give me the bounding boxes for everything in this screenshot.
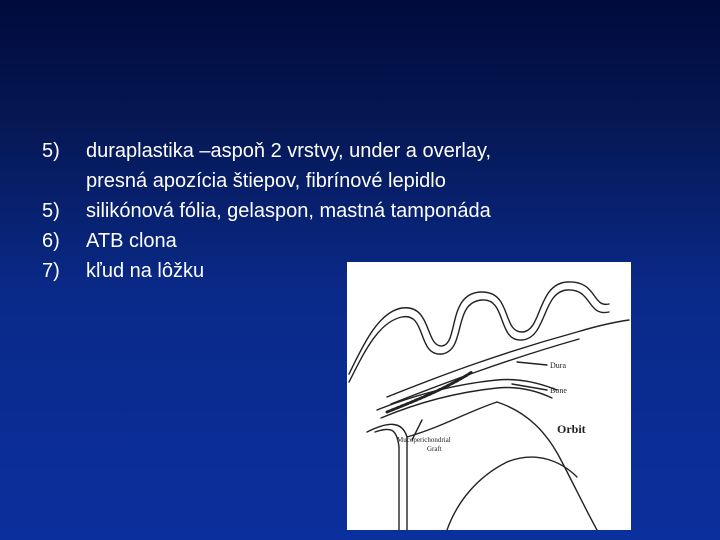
list-text: kľud na lôžku xyxy=(86,260,205,282)
list-number: 7) xyxy=(42,260,60,282)
dura-label: Dura xyxy=(550,361,566,370)
list-text: duraplastika –aspoň 2 vrstvy, under a overlay, xyxy=(86,140,492,162)
list-number xyxy=(42,166,86,196)
list-text: presná apozícia štiepov, fibrínové lepidlo xyxy=(86,170,446,192)
list-item xyxy=(42,226,642,256)
list-text: ATB clona xyxy=(86,230,177,252)
list-item xyxy=(42,196,642,226)
anatomy-figure xyxy=(347,262,631,530)
list-item xyxy=(42,136,642,166)
anatomy-drawing xyxy=(347,262,631,530)
graft-label-line1: Mucoperichondrial xyxy=(397,436,451,444)
list-text: silikónová fólia, gelaspon, mastná tamponáda xyxy=(86,200,491,222)
bone-label: Bone xyxy=(550,386,567,395)
orbit-label: Orbit xyxy=(557,422,586,436)
list-number: 5) xyxy=(42,200,60,222)
list-number: 6) xyxy=(42,230,60,252)
list-number: 5) xyxy=(42,140,60,162)
graft-label-line2: Graft xyxy=(427,445,442,453)
list-item xyxy=(42,166,642,196)
